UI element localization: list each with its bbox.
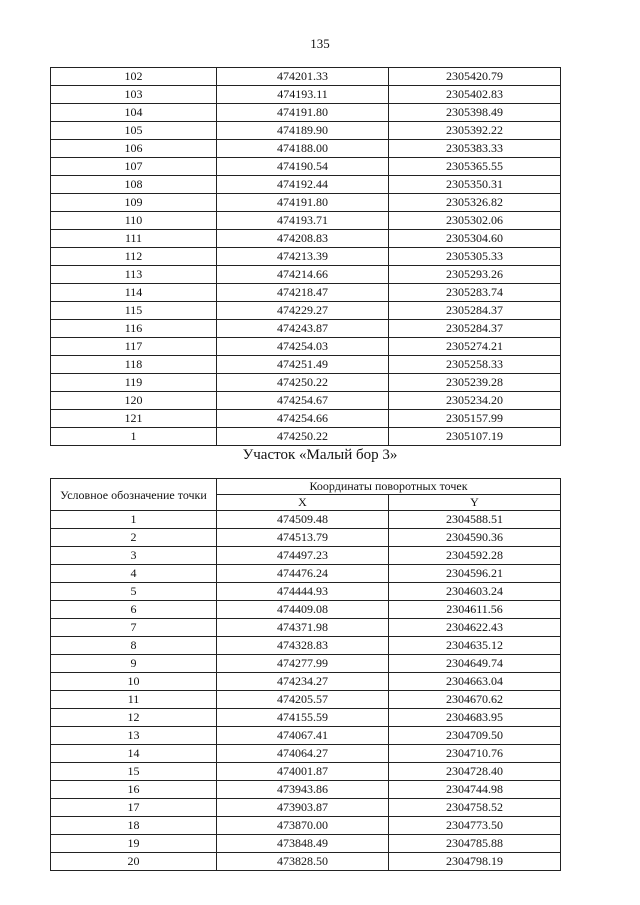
point-cell: 10 bbox=[51, 673, 217, 691]
point-cell: 5 bbox=[51, 583, 217, 601]
table-row bbox=[51, 673, 561, 691]
table-row bbox=[51, 284, 561, 302]
y-cell: 2305107.19 bbox=[389, 428, 561, 446]
x-cell: 474254.03 bbox=[217, 338, 389, 356]
x-cell: 474213.39 bbox=[217, 248, 389, 266]
x-cell: 474251.49 bbox=[217, 356, 389, 374]
x-cell: 473903.87 bbox=[217, 799, 389, 817]
y-cell: 2304773.50 bbox=[389, 817, 561, 835]
point-cell: 113 bbox=[51, 266, 217, 284]
y-cell: 2304728.40 bbox=[389, 763, 561, 781]
y-cell: 2305402.83 bbox=[389, 86, 561, 104]
point-cell: 7 bbox=[51, 619, 217, 637]
x-cell: 473848.49 bbox=[217, 835, 389, 853]
y-cell: 2304590.36 bbox=[389, 529, 561, 547]
point-cell: 121 bbox=[51, 410, 217, 428]
table-row bbox=[51, 637, 561, 655]
y-cell: 2304603.24 bbox=[389, 583, 561, 601]
table2-body bbox=[51, 511, 561, 871]
y-cell: 2304710.76 bbox=[389, 745, 561, 763]
y-cell: 2305420.79 bbox=[389, 68, 561, 86]
table-row bbox=[51, 565, 561, 583]
y-cell: 2304649.74 bbox=[389, 655, 561, 673]
x-cell: 474218.47 bbox=[217, 284, 389, 302]
y-cell: 2305274.21 bbox=[389, 338, 561, 356]
table-row bbox=[51, 392, 561, 410]
point-cell: 107 bbox=[51, 158, 217, 176]
table-row bbox=[51, 68, 561, 86]
y-cell: 2305350.31 bbox=[389, 176, 561, 194]
point-cell: 108 bbox=[51, 176, 217, 194]
table-row bbox=[51, 356, 561, 374]
point-cell: 2 bbox=[51, 529, 217, 547]
table-row bbox=[51, 230, 561, 248]
point-cell: 15 bbox=[51, 763, 217, 781]
point-cell: 19 bbox=[51, 835, 217, 853]
x-cell: 474371.98 bbox=[217, 619, 389, 637]
point-cell: 105 bbox=[51, 122, 217, 140]
point-cell: 114 bbox=[51, 284, 217, 302]
x-cell: 474001.87 bbox=[217, 763, 389, 781]
table-row bbox=[51, 302, 561, 320]
point-cell: 17 bbox=[51, 799, 217, 817]
table-row bbox=[51, 583, 561, 601]
x-cell: 474509.48 bbox=[217, 511, 389, 529]
table-row bbox=[51, 194, 561, 212]
table-row bbox=[51, 745, 561, 763]
point-cell: 3 bbox=[51, 547, 217, 565]
y-cell: 2304592.28 bbox=[389, 547, 561, 565]
y-cell: 2305234.20 bbox=[389, 392, 561, 410]
point-cell: 103 bbox=[51, 86, 217, 104]
table-row bbox=[51, 248, 561, 266]
table-row bbox=[51, 212, 561, 230]
x-cell: 474328.83 bbox=[217, 637, 389, 655]
point-cell: 104 bbox=[51, 104, 217, 122]
point-cell: 4 bbox=[51, 565, 217, 583]
table1-body bbox=[51, 68, 561, 446]
table-row bbox=[51, 266, 561, 284]
table-row bbox=[51, 104, 561, 122]
y-cell: 2304588.51 bbox=[389, 511, 561, 529]
x-cell: 474214.66 bbox=[217, 266, 389, 284]
point-cell: 110 bbox=[51, 212, 217, 230]
table-row bbox=[51, 655, 561, 673]
point-cell: 102 bbox=[51, 68, 217, 86]
point-cell: 12 bbox=[51, 709, 217, 727]
x-cell: 473870.00 bbox=[217, 817, 389, 835]
y-cell: 2304635.12 bbox=[389, 637, 561, 655]
y-cell: 2305302.06 bbox=[389, 212, 561, 230]
table-row bbox=[51, 140, 561, 158]
point-cell: 1 bbox=[51, 428, 217, 446]
x-cell: 474191.80 bbox=[217, 104, 389, 122]
x-cell: 474193.71 bbox=[217, 212, 389, 230]
point-cell: 112 bbox=[51, 248, 217, 266]
table-row bbox=[51, 763, 561, 781]
point-cell: 119 bbox=[51, 374, 217, 392]
point-cell: 120 bbox=[51, 392, 217, 410]
point-cell: 9 bbox=[51, 655, 217, 673]
point-cell: 109 bbox=[51, 194, 217, 212]
header-y-label: Y bbox=[389, 495, 561, 511]
x-cell: 474201.33 bbox=[217, 68, 389, 86]
point-cell: 16 bbox=[51, 781, 217, 799]
x-cell: 474191.80 bbox=[217, 194, 389, 212]
point-cell: 1 bbox=[51, 511, 217, 529]
header-coordinates-label: Координаты поворотных точек bbox=[217, 479, 561, 495]
point-cell: 111 bbox=[51, 230, 217, 248]
x-cell: 474064.27 bbox=[217, 745, 389, 763]
y-cell: 2305239.28 bbox=[389, 374, 561, 392]
table-row bbox=[51, 619, 561, 637]
point-cell: 116 bbox=[51, 320, 217, 338]
x-cell: 474208.83 bbox=[217, 230, 389, 248]
y-cell: 2305284.37 bbox=[389, 320, 561, 338]
y-cell: 2305326.82 bbox=[389, 194, 561, 212]
point-cell: 115 bbox=[51, 302, 217, 320]
point-cell: 18 bbox=[51, 817, 217, 835]
y-cell: 2305392.22 bbox=[389, 122, 561, 140]
point-cell: 8 bbox=[51, 637, 217, 655]
y-cell: 2305365.55 bbox=[389, 158, 561, 176]
point-cell: 13 bbox=[51, 727, 217, 745]
y-cell: 2305398.49 bbox=[389, 104, 561, 122]
x-cell: 474254.66 bbox=[217, 410, 389, 428]
y-cell: 2305383.33 bbox=[389, 140, 561, 158]
x-cell: 474067.41 bbox=[217, 727, 389, 745]
point-cell: 14 bbox=[51, 745, 217, 763]
point-cell: 6 bbox=[51, 601, 217, 619]
table-row bbox=[51, 86, 561, 104]
header-x-label: X bbox=[217, 495, 389, 511]
x-cell: 474243.87 bbox=[217, 320, 389, 338]
table-row bbox=[51, 511, 561, 529]
table-row bbox=[51, 320, 561, 338]
point-cell: 118 bbox=[51, 356, 217, 374]
x-cell: 474250.22 bbox=[217, 374, 389, 392]
table-row bbox=[51, 529, 561, 547]
x-cell: 474497.23 bbox=[217, 547, 389, 565]
table-row bbox=[51, 158, 561, 176]
point-cell: 106 bbox=[51, 140, 217, 158]
x-cell: 473943.86 bbox=[217, 781, 389, 799]
y-cell: 2305157.99 bbox=[389, 410, 561, 428]
x-cell: 474277.99 bbox=[217, 655, 389, 673]
x-cell: 474229.27 bbox=[217, 302, 389, 320]
y-cell: 2305293.26 bbox=[389, 266, 561, 284]
y-cell: 2304611.56 bbox=[389, 601, 561, 619]
y-cell: 2305258.33 bbox=[389, 356, 561, 374]
x-cell: 474250.22 bbox=[217, 428, 389, 446]
x-cell: 474188.00 bbox=[217, 140, 389, 158]
table2-header bbox=[51, 479, 561, 511]
x-cell: 474205.57 bbox=[217, 691, 389, 709]
table-row bbox=[51, 691, 561, 709]
table-row bbox=[51, 428, 561, 446]
table-row bbox=[51, 547, 561, 565]
y-cell: 2304744.98 bbox=[389, 781, 561, 799]
x-cell: 474190.54 bbox=[217, 158, 389, 176]
y-cell: 2305283.74 bbox=[389, 284, 561, 302]
x-cell: 474409.08 bbox=[217, 601, 389, 619]
y-cell: 2304785.88 bbox=[389, 835, 561, 853]
y-cell: 2304622.43 bbox=[389, 619, 561, 637]
page-number: 135 bbox=[310, 36, 330, 51]
x-cell: 474193.11 bbox=[217, 86, 389, 104]
y-cell: 2304798.19 bbox=[389, 853, 561, 871]
table-row bbox=[51, 781, 561, 799]
y-cell: 2304683.95 bbox=[389, 709, 561, 727]
x-cell: 474513.79 bbox=[217, 529, 389, 547]
x-cell: 474234.27 bbox=[217, 673, 389, 691]
x-cell: 473828.50 bbox=[217, 853, 389, 871]
table2-header-row bbox=[51, 479, 561, 495]
y-cell: 2304663.04 bbox=[389, 673, 561, 691]
y-cell: 2304670.62 bbox=[389, 691, 561, 709]
table-row bbox=[51, 835, 561, 853]
point-cell: 20 bbox=[51, 853, 217, 871]
y-cell: 2304709.50 bbox=[389, 727, 561, 745]
section-title: Участок «Малый бор 3» bbox=[242, 447, 398, 463]
x-cell: 474189.90 bbox=[217, 122, 389, 140]
y-cell: 2305304.60 bbox=[389, 230, 561, 248]
y-cell: 2304758.52 bbox=[389, 799, 561, 817]
table-row bbox=[51, 601, 561, 619]
table-row bbox=[51, 817, 561, 835]
y-cell: 2305284.37 bbox=[389, 302, 561, 320]
table-row bbox=[51, 374, 561, 392]
x-cell: 474155.59 bbox=[217, 709, 389, 727]
x-cell: 474444.93 bbox=[217, 583, 389, 601]
y-cell: 2304596.21 bbox=[389, 565, 561, 583]
x-cell: 474254.67 bbox=[217, 392, 389, 410]
point-cell: 117 bbox=[51, 338, 217, 356]
table-row bbox=[51, 122, 561, 140]
table-row bbox=[51, 799, 561, 817]
coordinates-table-malyi-bor-3 bbox=[50, 478, 561, 871]
table-row bbox=[51, 709, 561, 727]
table-row bbox=[51, 853, 561, 871]
coordinates-table-continued bbox=[50, 67, 561, 446]
table-row bbox=[51, 410, 561, 428]
y-cell: 2305305.33 bbox=[389, 248, 561, 266]
table-row bbox=[51, 338, 561, 356]
table-row bbox=[51, 727, 561, 745]
x-cell: 474192.44 bbox=[217, 176, 389, 194]
x-cell: 474476.24 bbox=[217, 565, 389, 583]
point-cell: 11 bbox=[51, 691, 217, 709]
table-row bbox=[51, 176, 561, 194]
header-point-label: Условное обозначение точки bbox=[51, 479, 217, 511]
